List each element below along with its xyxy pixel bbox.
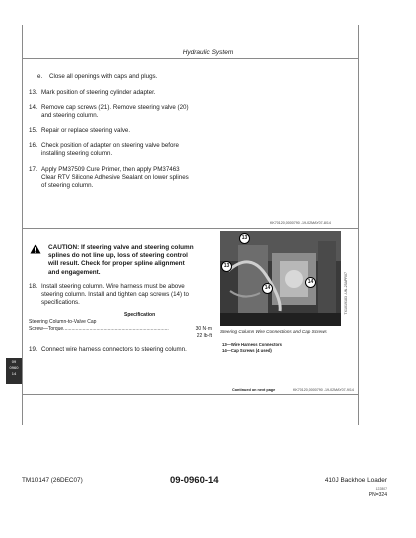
section-tab bbox=[6, 358, 22, 384]
continued-note: Continued on next page bbox=[232, 388, 276, 392]
step-text: Apply PM37509 Cure Primer, then apply PM37463 Clear RTV Silicone Adhesive Sealant on lower splines of steering column. bbox=[41, 166, 189, 189]
step-number: 15. bbox=[29, 127, 38, 134]
caution-text: CAUTION: If steering valve and steering column splines do not line up, loss of steering control will result. Check for proper spline alignment and engagement. bbox=[48, 244, 194, 276]
figure-caption: Steering Column Wire Connections and Cap Screws bbox=[220, 329, 327, 334]
step-text: Repair or replace steering valve. bbox=[41, 127, 131, 134]
page-header-title: Hydraulic System bbox=[182, 49, 234, 56]
section-divider bbox=[22, 228, 359, 229]
step-text: Remove cap screws (21). Remove steering valve (20) and steering column. bbox=[41, 104, 189, 119]
step-text: Install steering column. Wire harness must be above steering column. Install and tighten cap screws (14) to specifications. bbox=[41, 283, 189, 306]
callout-14-center: 14 bbox=[262, 283, 273, 294]
tab-line: 09 bbox=[11, 359, 17, 364]
spec-item-line1: Steering Column-to-Valve Cap bbox=[29, 319, 97, 325]
step-number: 13. bbox=[29, 89, 38, 96]
frame-left-line bbox=[22, 25, 23, 425]
step-17 bbox=[29, 166, 329, 192]
step-number: 19. bbox=[29, 346, 38, 353]
step-number: 16. bbox=[29, 142, 38, 149]
legend-item: 14—Cap Screws (4 used) bbox=[222, 348, 272, 353]
photo-illustration bbox=[220, 231, 341, 326]
step-text: Mark position of steering cylinder adapter. bbox=[41, 89, 156, 96]
legend-item: 13—Wire Harness Connectors bbox=[222, 342, 283, 347]
spec-value-metric: 30 N·m bbox=[195, 326, 212, 332]
step-14 bbox=[29, 104, 329, 122]
reference-code-top: KK70120,0000790 -19-02MAY07-8/14 bbox=[270, 221, 331, 225]
reference-code-bottom: KK70120,0000790 -19-02MAY07-9/14 bbox=[293, 388, 354, 392]
step-16 bbox=[29, 142, 329, 160]
tab-line: 0960 bbox=[9, 365, 19, 370]
footer-page-number: 09-0960-14 bbox=[170, 475, 219, 486]
step-number: 14. bbox=[29, 104, 38, 111]
footer-model: 410J Backhoe Loader bbox=[324, 477, 387, 484]
bottom-rule bbox=[22, 394, 359, 395]
spec-item-line2 bbox=[29, 326, 179, 333]
step-text: Check position of adapter on steering valve before installing steering column. bbox=[41, 142, 179, 157]
figure-legend bbox=[222, 342, 282, 354]
spec-item-label: Screw—Torque............................................................................ bbox=[29, 326, 169, 332]
frame-right-line bbox=[358, 25, 359, 425]
steering-column-photo bbox=[220, 231, 341, 326]
step-text: Close all openings with caps and plugs. bbox=[49, 73, 158, 80]
step-text: Connect wire harness connectors to steering column. bbox=[41, 346, 187, 353]
figure-side-code: TX1019183 -UN-25APR07 bbox=[344, 272, 348, 315]
footer-pn: PN=324 bbox=[368, 492, 387, 498]
callout-13-upper: 13 bbox=[239, 233, 250, 244]
step-number: 18. bbox=[29, 283, 38, 290]
footer-date-code: 122807 bbox=[375, 487, 387, 491]
step-number: e. bbox=[37, 73, 43, 80]
spec-value-imperial: 22 lb-ft bbox=[196, 333, 212, 339]
header-rule bbox=[22, 58, 359, 59]
step-18 bbox=[29, 283, 219, 309]
step-number: 17. bbox=[29, 166, 38, 173]
tab-line: 14 bbox=[11, 371, 17, 376]
specification-heading: Specification bbox=[124, 312, 156, 318]
callout-14-right: 14 bbox=[305, 277, 316, 288]
footer-manual-id: TM10147 (26DEC07) bbox=[22, 477, 83, 484]
callout-13-left: 13 bbox=[221, 261, 232, 272]
warning-triangle-icon bbox=[30, 244, 41, 254]
